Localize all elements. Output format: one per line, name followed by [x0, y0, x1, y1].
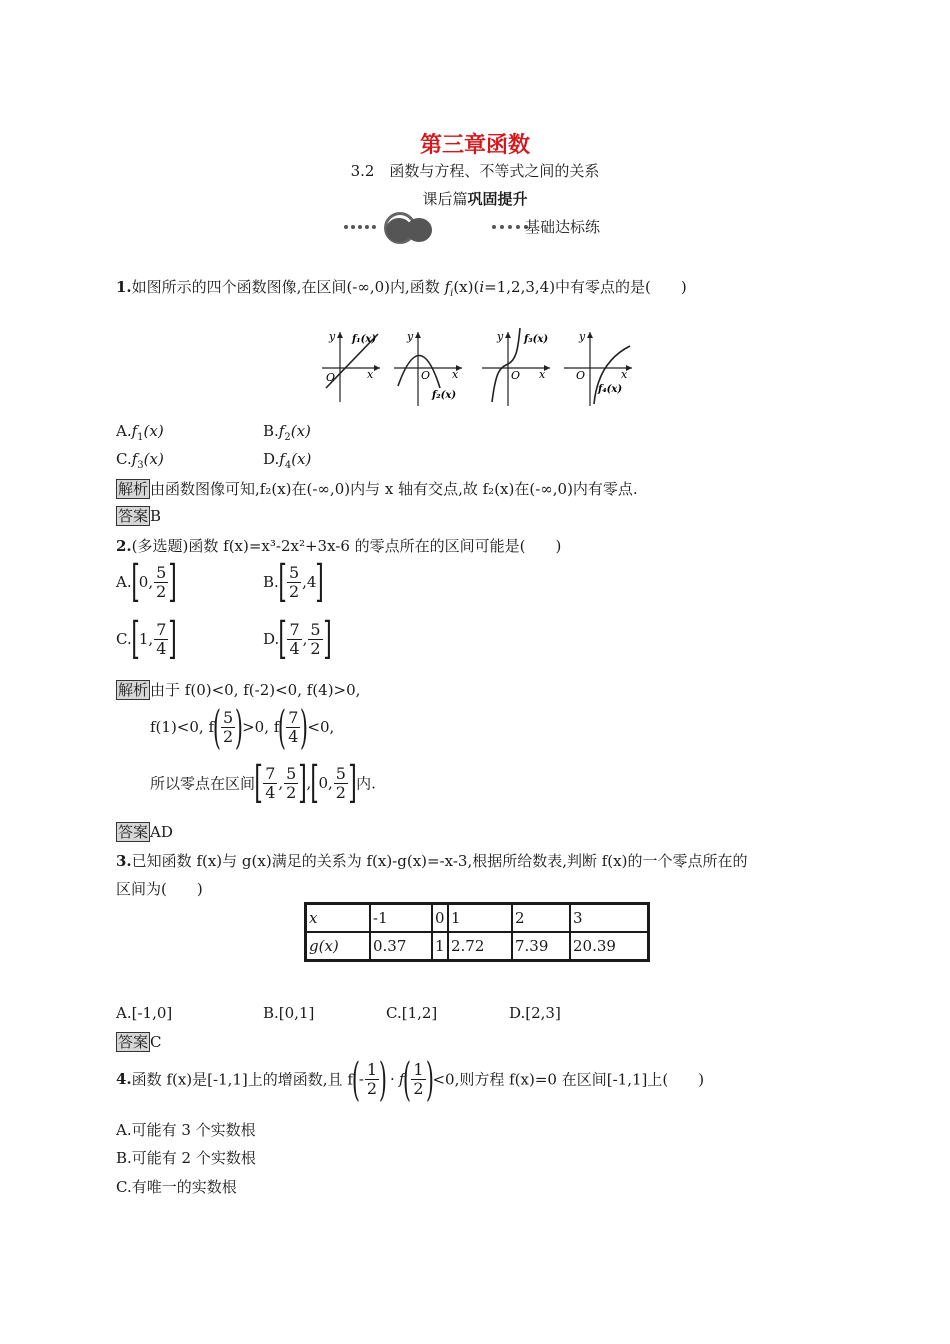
table-cell: 1	[432, 932, 448, 961]
q3-answer	[116, 1032, 162, 1052]
fraction	[411, 1061, 425, 1098]
q1-option-c-sub: 3	[137, 460, 144, 471]
graph-f1	[322, 330, 380, 402]
fraction	[287, 564, 301, 601]
q2-line3-c: 内.	[356, 774, 376, 793]
q1-option-c-f: f	[131, 450, 138, 468]
q2-line2-a: f(1)<0, f	[150, 718, 214, 736]
q2-analysis-line2	[150, 700, 335, 754]
right-paren: )	[425, 1052, 434, 1106]
q1-option-d-f: f	[279, 450, 285, 468]
chapter-title: 第三章函数	[419, 132, 530, 158]
left-paren: (	[278, 700, 287, 754]
q1-option-d-sub: 4	[284, 460, 292, 471]
q2-line1: 由于 f(0)<0, f(-2)<0, f(4)>0,	[150, 681, 361, 699]
q1-number: 1.	[116, 278, 132, 296]
fraction	[308, 621, 322, 658]
q1-option-a-f: f	[131, 422, 138, 440]
q2-line3-b: ,	[306, 774, 312, 792]
q4-option-a[interactable]: A.可能有 3 个实数根	[116, 1121, 256, 1139]
zero: 0,	[318, 774, 333, 792]
q1-text-a: 如图所示的四个函数图像,在区间(-∞,0)内,函数	[131, 278, 445, 296]
q1-option-b-letter: B.	[263, 422, 279, 440]
table-cell: 0	[432, 904, 448, 933]
q2-analysis-line1	[116, 679, 360, 700]
table-cell: 2.72	[448, 932, 512, 961]
q2-option-b-letter: B.	[263, 573, 279, 591]
table-cell: g(x)	[306, 932, 371, 961]
g3-x-label: x	[539, 368, 546, 381]
q2-option-d-letter: D.	[263, 630, 280, 648]
q1-function-graphs	[312, 326, 636, 408]
q1-option-a-letter: A.	[116, 422, 132, 440]
q3-option-b[interactable]: B.[0,1]	[263, 1004, 315, 1022]
frac-den: 4	[156, 638, 167, 658]
q1-option-c-letter: C.	[116, 450, 132, 468]
fraction	[286, 709, 300, 746]
comma: ,	[278, 774, 284, 792]
q1-option-a-arg: (x)	[143, 422, 164, 440]
right-bracket: ]	[315, 556, 325, 607]
g4-x-label: x	[621, 368, 628, 381]
q1-option-d-arg: (x)	[291, 450, 312, 468]
q2-option-d[interactable]	[263, 613, 332, 664]
table-row	[306, 932, 649, 961]
minus-sign: -	[358, 1070, 364, 1088]
frac-num: 5	[286, 763, 297, 783]
banner-label: 基础达标练	[525, 218, 601, 236]
q1-option-b-arg: (x)	[290, 422, 311, 440]
analysis-tag: 解析	[118, 480, 149, 498]
q1-stem	[116, 276, 687, 299]
circle-icon-right	[406, 218, 432, 242]
frac-num: 7	[156, 619, 167, 639]
g2-func-label: f₂(x)	[432, 390, 457, 401]
q3-stem-line2: 区间为( )	[116, 880, 203, 898]
q3-value-table	[304, 902, 650, 962]
left-paren: (	[403, 1052, 412, 1106]
g3-func-label: f₃(x)	[524, 334, 549, 345]
g3-y-label: y	[497, 330, 504, 343]
q1-option-b-f: f	[278, 422, 285, 440]
q1-answer	[116, 506, 161, 526]
q1-text-c: =1,2,3,4)中有零点的是( )	[484, 278, 687, 296]
frac-num: 7	[265, 763, 276, 783]
frac-num: 5	[288, 562, 300, 582]
subtitle-prefix: 课后篇	[422, 190, 468, 208]
q2-option-c-letter: C.	[116, 630, 132, 648]
q3-number: 3.	[116, 852, 132, 870]
frac-num: 5	[222, 707, 234, 727]
right-bracket: ]	[168, 613, 178, 664]
q2-number: 2.	[116, 537, 132, 555]
g3-origin: O	[511, 369, 521, 382]
frac-den: 4	[288, 726, 299, 746]
g1-origin: O	[326, 371, 336, 384]
q2-option-a[interactable]	[116, 556, 178, 607]
g2-origin: O	[421, 369, 431, 382]
graph-f4	[564, 330, 632, 406]
table-cell: 0.37	[370, 932, 432, 961]
fraction	[154, 564, 168, 601]
left-bracket: [	[254, 757, 263, 808]
q1-option-a[interactable]	[116, 422, 164, 443]
q3-answer-text: C	[150, 1033, 162, 1051]
q1-option-a-sub: 1	[137, 432, 144, 443]
q1-option-b[interactable]	[263, 422, 311, 443]
q4-option-c[interactable]: C.有唯一的实数根	[116, 1178, 237, 1196]
q2-line2-b: >0, f	[242, 718, 280, 736]
left-bracket: [	[278, 613, 288, 664]
right-bracket: ]	[168, 556, 178, 607]
frac-num: 7	[288, 707, 299, 727]
q2-option-b[interactable]	[263, 556, 325, 607]
fraction	[287, 621, 301, 658]
fraction	[334, 765, 348, 802]
table-cell: 3	[570, 904, 649, 933]
table-cell: x	[306, 904, 371, 933]
q3-option-c[interactable]: C.[1,2]	[386, 1004, 438, 1022]
table-row	[306, 904, 649, 933]
q1-analysis-text: 由函数图像可知,f₂(x)在(-∞,0)内与 x 轴有交点,故 f₂(x)在(-∞,0)内有零点.	[150, 480, 638, 498]
fraction	[365, 1061, 379, 1098]
q2-option-a-letter: A.	[116, 573, 132, 591]
dotted-line-right	[492, 225, 528, 233]
table-cell: -1	[370, 904, 432, 933]
q1-text-b: (x)(	[453, 278, 480, 296]
q1-fi: f	[444, 278, 451, 296]
left-bracket: [	[130, 556, 140, 607]
q1-option-c-arg: (x)	[143, 450, 164, 468]
q4-number: 4.	[116, 1070, 132, 1088]
fraction	[154, 621, 168, 658]
right-paren: )	[379, 1052, 388, 1106]
graph-f3	[482, 328, 550, 406]
q2-answer	[116, 822, 173, 842]
frac-num: 7	[289, 619, 300, 639]
fraction	[221, 709, 235, 746]
frac-den: 2	[222, 726, 234, 746]
f-symbol: f	[398, 1070, 405, 1088]
left-bracket: [	[131, 613, 140, 664]
frac-num: 5	[335, 763, 346, 783]
fraction	[263, 765, 277, 802]
q2-answer-text: AD	[150, 823, 173, 841]
q4-text-a: 函数 f(x)是[-1,1]上的增函数,且 f	[131, 1070, 353, 1089]
graph-f2	[394, 330, 462, 406]
right-bracket: ]	[348, 757, 357, 808]
subtitle	[0, 188, 950, 209]
subtitle-bold: 巩固提升	[467, 190, 528, 208]
q1-option-c[interactable]	[116, 450, 164, 471]
q2-b-four: ,4	[302, 573, 317, 591]
frac-num: 1	[413, 1059, 424, 1079]
q1-option-b-sub: 2	[284, 432, 291, 443]
frac-den: 4	[265, 782, 276, 802]
frac-den: 2	[288, 581, 300, 601]
g4-y-label: y	[579, 330, 586, 343]
right-paren: )	[300, 700, 309, 754]
q2-line2-c: <0,	[307, 718, 335, 736]
q2-analysis-line3	[150, 757, 376, 808]
q2-stem	[116, 535, 561, 556]
q2-option-c[interactable]	[116, 613, 178, 664]
frac-den: 2	[366, 1078, 378, 1098]
frac-den: 2	[413, 1078, 424, 1098]
table-cell: 20.39	[570, 932, 649, 961]
q3-stem-line1	[116, 850, 747, 871]
g4-origin: O	[576, 369, 586, 382]
q2-c-one: 1,	[138, 630, 154, 648]
dotted-line-left	[344, 225, 376, 233]
q1-i: i	[479, 278, 485, 296]
g4-func-label: f₄(x)	[598, 384, 623, 395]
frac-den: 4	[289, 638, 300, 658]
dot-operator: ·	[390, 1070, 395, 1088]
left-paren: (	[212, 700, 222, 754]
q3-option-a[interactable]: A.[-1,0]	[116, 1004, 173, 1022]
frac-num: 5	[310, 619, 321, 639]
frac-den: 2	[286, 782, 297, 802]
q2-line3-a: 所以零点在区间	[150, 774, 256, 793]
g1-y-label: y	[329, 330, 336, 343]
table-cell: 1	[448, 904, 512, 933]
answer-tag: 答案	[118, 1033, 149, 1051]
answer-tag: 答案	[118, 507, 149, 525]
g2-x-label: x	[452, 368, 459, 381]
analysis-tag: 解析	[118, 681, 149, 699]
q1-option-d-letter: D.	[263, 450, 280, 468]
answer-tag: 答案	[118, 823, 149, 841]
g2-y-label: y	[407, 330, 414, 343]
section-title: 3.2 函数与方程、不等式之间的关系	[350, 162, 600, 180]
q4-option-b[interactable]: B.可能有 2 个实数根	[116, 1149, 256, 1167]
frac-num: 5	[156, 562, 167, 582]
table-cell: 7.39	[512, 932, 570, 961]
q4-stem	[116, 1052, 705, 1106]
right-paren: )	[235, 700, 244, 754]
q3-text-line1: 已知函数 f(x)与 g(x)满足的关系为 f(x)-g(x)=-x-3,根据所给数表,判断 f(x)的一个零点所在的	[131, 852, 748, 870]
right-bracket: ]	[322, 613, 332, 664]
g1-x-label: x	[367, 368, 374, 381]
right-bracket: ]	[298, 757, 308, 808]
g1-func-label: f₁(x)	[352, 334, 377, 345]
frac-den: 2	[310, 638, 321, 658]
q1-analysis	[116, 478, 638, 499]
q4-text-b: <0,则方程 f(x)=0 在区间[-1,1]上( )	[432, 1070, 705, 1089]
q1-option-d[interactable]	[263, 450, 311, 471]
left-paren: (	[351, 1052, 360, 1106]
q2-d-comma: ,	[302, 630, 308, 648]
q2-a-zero: 0,	[138, 573, 154, 591]
frac-den: 2	[335, 782, 346, 802]
frac-num: 1	[366, 1059, 378, 1079]
q2-text: (多选题)函数 f(x)=x³-2x²+3x-6 的零点所在的区间可能是( )	[131, 537, 562, 555]
fraction	[284, 765, 298, 802]
level-banner	[340, 212, 660, 242]
q1-fi-sub: i	[450, 288, 454, 299]
frac-den: 2	[156, 581, 167, 601]
left-bracket: [	[278, 556, 287, 607]
left-bracket: [	[310, 757, 320, 808]
table-cell: 2	[512, 904, 570, 933]
q3-option-d[interactable]: D.[2,3]	[509, 1004, 561, 1022]
q1-answer-text: B	[150, 507, 162, 525]
